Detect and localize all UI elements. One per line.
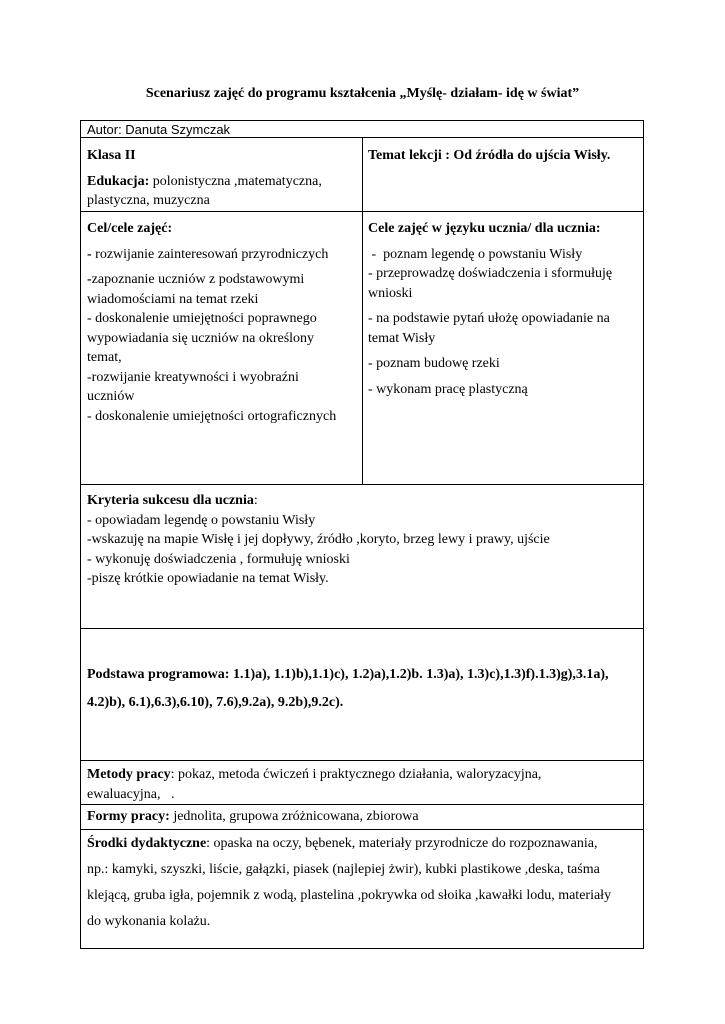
row-divider [81, 484, 643, 485]
student-goals-cell [368, 219, 640, 399]
success-criteria-cell [87, 491, 639, 589]
curriculum-line2: 4.2)b), 6.1),6.3),6.10), 7.6),9.2a), 9.2b),9.2c). [87, 695, 344, 710]
lesson-plan-table [80, 120, 644, 949]
goal-text: temat, [87, 350, 122, 365]
row-divider [81, 829, 643, 830]
goal-text: wiadomościami na temat rzeki [87, 291, 259, 307]
goal-dash: - [87, 246, 92, 262]
class-label: Klasa II [87, 148, 136, 163]
goal-text: zapoznanie uczniów z podstawowymi [91, 272, 305, 287]
criteria-item: -wskazuję na mapie Wisłę i jej dopływy, źródło ,koryto, brzeg lewy i prawy, ujście [87, 532, 550, 547]
row-divider [81, 804, 643, 805]
success-criteria-heading: Kryteria sukcesu dla ucznia [87, 493, 254, 508]
goal-text: uczniów [87, 389, 135, 404]
education-text-line1: polonistyczna ,matematyczna, [149, 173, 322, 189]
forms-line [87, 807, 639, 827]
aids-text: np.: kamyki, szyszki, liście, gałązki, piasek (najlepiej żwir), kubki plastikowe ,deska, taśma [87, 862, 600, 877]
aids-text: klejącą, gruba igła, pojemnik z wodą, plastelina ,pokrywka od słoika ,kawałki lodu, materiały [87, 888, 612, 903]
student-goal-item: temat Wisły [368, 330, 436, 346]
lesson-topic: Temat lekcji : Od źródła do ujścia Wisły. [368, 148, 611, 163]
success-criteria-heading-line [87, 491, 639, 511]
student-goal-item: - przeprowadzę doświadczenia i sformułuję [368, 266, 613, 281]
goals-heading: Cel/cele zajęć: [87, 221, 173, 236]
author-line: Autor: Danuta Szymczak [87, 122, 231, 137]
education-line1 [87, 172, 357, 192]
forms-text: jednolita, grupowa zróżnicowana, zbiorowa [169, 809, 419, 824]
student-goal-item: - poznam legendę o powstaniu Wisły [368, 246, 583, 262]
student-goal-item: - na podstawie pytań ułożę opowiadanie na [368, 311, 610, 326]
column-divider [362, 137, 363, 484]
curriculum-codes: 1.1)a), 1.1)b),1.1)c), 1.2)a),1.2)b. 1.3)a), 1.3)c),1.3)f).1.3)g),3.1a), [229, 667, 609, 682]
row-divider [81, 760, 643, 761]
goal-item [87, 245, 359, 265]
aids-label: Środki dydaktyczne [87, 836, 207, 851]
forms-cell [87, 807, 639, 827]
aids-text: : opaska na oczy, bębenek, materiały przyrodnicze do rozpoznawania, [206, 836, 598, 851]
student-goal-item: - wykonam pracę plastyczną [368, 381, 528, 397]
curriculum-cell [87, 661, 643, 717]
student-goals-heading: Cele zajęć w języku ucznia/ dla ucznia: [368, 221, 601, 236]
document-title: Scenariusz zajęć do programu kształcenia „Myślę- działam- idę w świat” [145, 86, 580, 101]
aids-line1 [87, 831, 643, 857]
curriculum-line1 [87, 661, 643, 689]
row-divider [81, 628, 643, 629]
education-label: Edukacja: [87, 173, 150, 189]
student-goal-item: wnioski [368, 285, 413, 301]
methods-cell [87, 765, 639, 804]
success-criteria-colon: : [253, 493, 258, 508]
aids-text: do wykonania kolażu. [87, 914, 211, 929]
goal-item [87, 270, 359, 290]
goal-text: wypowiadania się uczniów na określony [87, 330, 315, 346]
class-cell [87, 146, 357, 211]
forms-label: Formy pracy: [87, 809, 170, 824]
methods-text: ewaluacyjna, . [87, 786, 175, 802]
aids-cell [87, 831, 643, 935]
goals-cell [87, 219, 359, 426]
methods-line1 [87, 765, 639, 785]
criteria-item: -piszę krótkie opowiadanie na temat Wisły. [87, 571, 329, 586]
criteria-item: - wykonuję doświadczenia , formułuję wnioski [87, 551, 350, 567]
goal-dash: - [87, 272, 92, 287]
student-goal-item: - poznam budowę rzeki [368, 356, 500, 371]
methods-label: Metody pracy [87, 767, 171, 782]
goal-text: - doskonalenie umiejętności ortograficznych [87, 408, 337, 424]
methods-text: : pokaz, metoda ćwiczeń i praktycznego działania, waloryzacyjna, [170, 767, 542, 782]
goal-text: - doskonalenie umiejętności poprawnego [87, 311, 317, 326]
goal-text: rozwijanie zainteresowań przyrodniczych [91, 246, 329, 262]
goal-text: -rozwijanie kreatywności i wyobraźni [87, 369, 299, 385]
curriculum-label: Podstawa programowa: [87, 667, 230, 682]
criteria-item: - opowiadam legendę o powstaniu Wisły [87, 512, 316, 528]
education-text-line2: plastyczna, muzyczna [87, 193, 210, 208]
